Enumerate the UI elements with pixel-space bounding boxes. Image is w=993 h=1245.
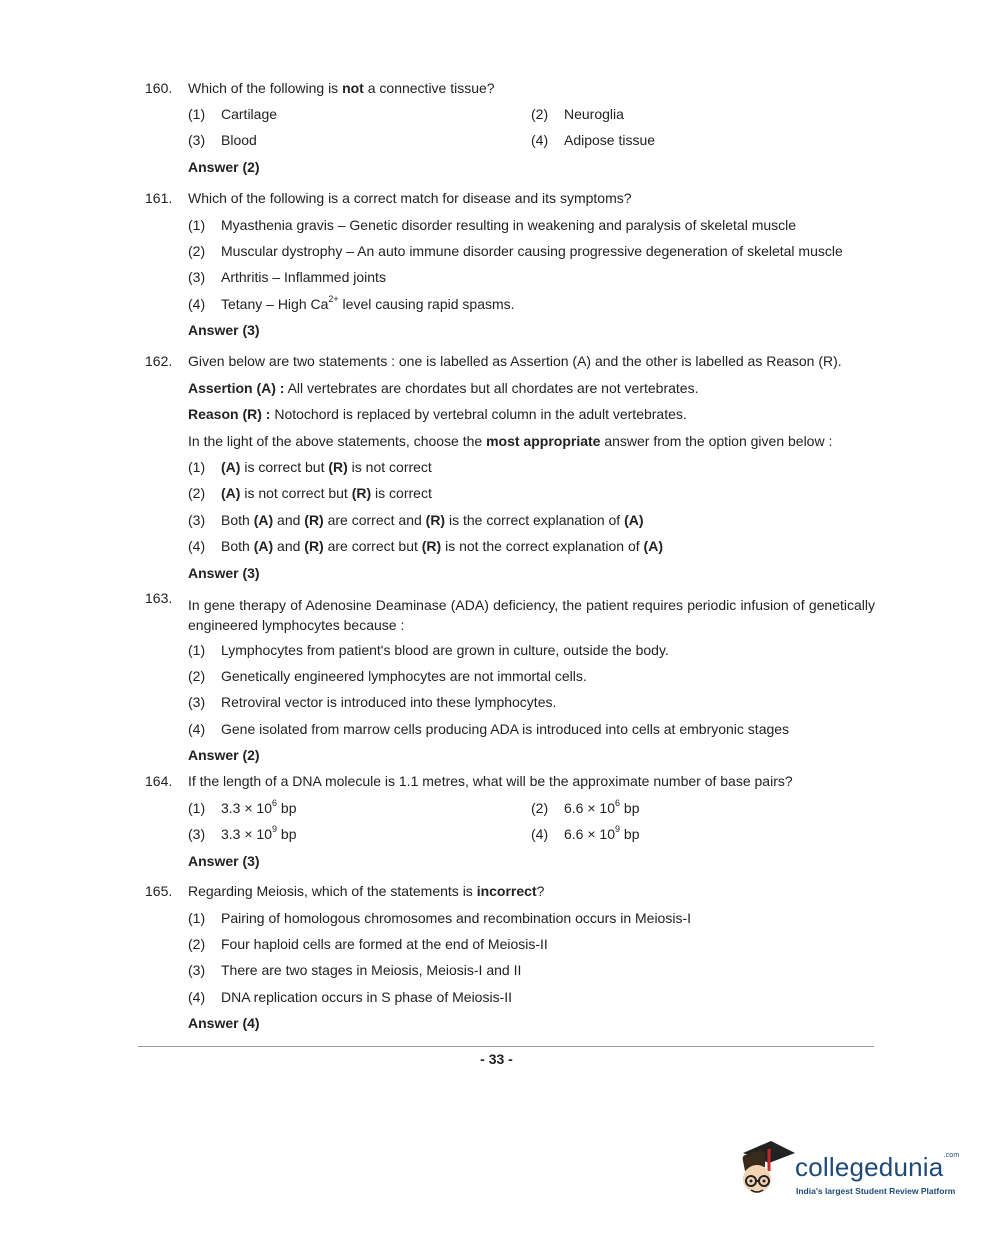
option: (2) Four haploid cells are formed at the end of Meiosis-II <box>188 936 548 952</box>
option: (2) Neuroglia <box>531 106 624 122</box>
question-text: Which of the following is not a connective tissue? <box>188 80 495 96</box>
assertion: Assertion (A) : All vertebrates are chordates but all chordates are not vertebrates. <box>188 380 699 396</box>
option: (1) Cartilage <box>188 106 278 122</box>
option: (1) Pairing of homologous chromosomes and recombination occurs in Meiosis-I <box>188 910 691 926</box>
question-text: Regarding Meiosis, which of the statements is incorrect? <box>188 883 545 899</box>
option: (2) (A) is not correct but (R) is correct <box>188 485 432 501</box>
question-number: 161. <box>145 190 173 206</box>
collegedunia-logo <box>735 1135 965 1210</box>
option: (1) (A) is correct but (R) is not correct <box>188 459 432 475</box>
answer: Answer (3) <box>188 322 260 338</box>
question-number: 162. <box>145 353 173 369</box>
option: (2) Muscular dystrophy – An auto immune disorder causing progressive degeneration of skeletal muscle <box>188 243 843 259</box>
option: (2) Genetically engineered lymphocytes are not immortal cells. <box>188 668 587 684</box>
option: (3) Both (A) and (R) are correct and (R) is the correct explanation of (A) <box>188 512 644 528</box>
option: (1) Myasthenia gravis – Genetic disorder resulting in weakening and paralysis of skeletal muscle <box>188 217 797 233</box>
brand-name: collegedunia$^{.com}$ <box>795 1152 960 1182</box>
brand-suffix: .com <box>943 1152 960 1159</box>
option: (3) Blood <box>188 132 257 148</box>
brand-tagline: India's largest Student Review Platform <box>796 1186 956 1196</box>
option: (4) Tetany – High $Ca^{2+}$ level causing rapid spasms. <box>188 294 515 312</box>
option: (3) Retroviral vector is introduced into these lymphocytes. <box>188 694 557 710</box>
option: (1) $3.3 \times 10^6$ bp <box>188 798 297 816</box>
option: (3) Arthritis – Inflammed joints <box>188 269 386 285</box>
answer: Answer (4) <box>188 1015 260 1031</box>
answer: Answer (2) <box>188 747 260 763</box>
option: (4) Both (A) and (R) are correct but (R) is not the correct explanation of (A) <box>188 538 663 554</box>
reason: Reason (R) : Notochord is replaced by vertebral column in the adult vertebrates. <box>188 406 687 422</box>
option: (4) DNA replication occurs in S phase of Meiosis-II <box>188 989 513 1005</box>
option: (4) Gene isolated from marrow cells producing ADA is introduced into cells at embryonic stages <box>188 721 790 737</box>
footer-divider <box>138 1046 874 1047</box>
question-number: 163. <box>145 590 173 606</box>
question-number: 164. <box>145 773 173 789</box>
question-number: 160. <box>145 80 173 96</box>
answer: Answer (3) <box>188 853 260 869</box>
option: (3) $3.3 \times 10^9$ bp <box>188 824 297 842</box>
page-number: - 33 - <box>480 1051 513 1067</box>
question-number: 165. <box>145 883 173 899</box>
option: (4) $6.6 \times 10^9$ bp <box>531 824 640 842</box>
instruction: In the light of the above statements, choose the most appropriate answer from the option given below : <box>188 433 833 449</box>
answer: Answer (3) <box>188 565 260 581</box>
question-text: In gene therapy of Adenosine Deaminase (ADA) deficiency, the patient requires periodic infusion of genetically engineered lymphocytes because : <box>188 597 875 633</box>
option: (1) Lymphocytes from patient's blood are grown in culture, outside the body. <box>188 642 669 658</box>
mascot-icon <box>735 1135 797 1210</box>
question-text: Given below are two statements : one is labelled as Assertion (A) and the other is labelled as Reason (R). <box>188 353 842 369</box>
question-text: If the length of a DNA molecule is 1.1 metres, what will be the approximate number of base pairs? <box>188 773 793 789</box>
option: (4) Adipose tissue <box>531 132 656 148</box>
option: (3) There are two stages in Meiosis, Meiosis-I and II <box>188 962 522 978</box>
answer: Answer (2) <box>188 159 260 175</box>
question-text: Which of the following is a correct match for disease and its symptoms? <box>188 190 632 206</box>
option: (2) $6.6 \times 10^6$ bp <box>531 798 640 816</box>
